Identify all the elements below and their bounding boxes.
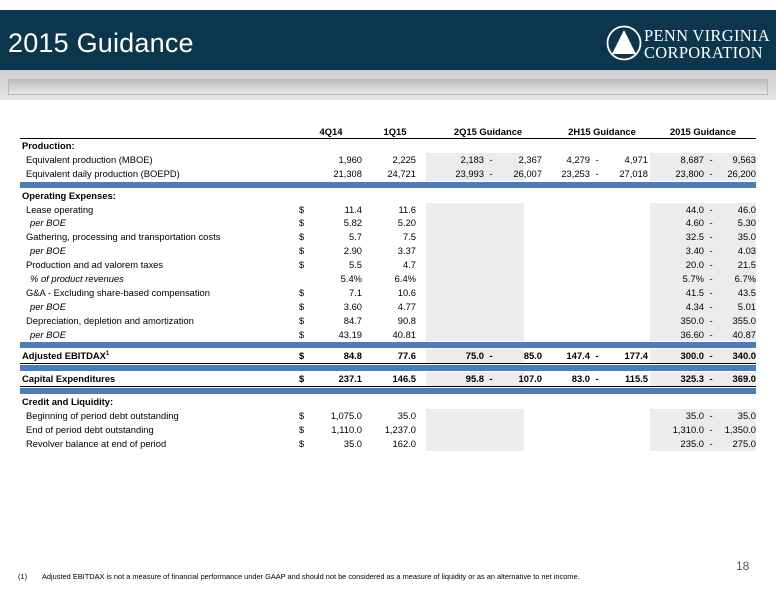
- value-2015-high: 46.0: [737, 203, 756, 215]
- value-1q15: 40.81: [392, 328, 416, 340]
- value-2015-low: 23,800: [675, 167, 704, 179]
- logo-line-1: PENN VIRGINIA: [644, 26, 770, 45]
- value-2015-low: 44.0: [685, 203, 704, 215]
- row-label: per BOE: [30, 300, 66, 312]
- value-2h15-low: 4,279: [566, 153, 590, 165]
- shade-2q15: [426, 423, 524, 437]
- footnote-text: Adjusted EBITDAX is not a measure of financial performance under GAAP and should not be considered as a measure of liquidity or as an alternative to net income.: [42, 572, 580, 581]
- row-label: Equivalent production (MBOE): [26, 153, 153, 165]
- value-2015-low: 41.5: [685, 286, 704, 298]
- value-4q14: 1,110.0: [331, 424, 362, 436]
- table-row: [20, 244, 756, 258]
- table-row: [20, 437, 756, 451]
- separator-4a: [20, 386, 756, 387]
- value-2q15-low: 23,993: [455, 167, 484, 179]
- range-dash: -: [709, 410, 713, 422]
- table-row: [20, 423, 756, 437]
- value-2h15-high: 115.5: [625, 373, 648, 385]
- section-opex-label-row: [20, 189, 756, 203]
- value-4q14: 21,308: [333, 167, 362, 179]
- shade-2q15: [426, 258, 524, 272]
- footnote: [18, 572, 580, 581]
- dollar-sign: $: [299, 373, 305, 385]
- range-dash: -: [709, 424, 713, 436]
- footnote-ref: 1: [105, 351, 110, 358]
- range-dash: -: [709, 328, 713, 340]
- range-dash: -: [709, 286, 713, 298]
- value-2015-high: 4.03: [737, 245, 756, 257]
- value-2015-high: 275.0: [732, 437, 756, 449]
- dollar-sign: $: [299, 350, 305, 362]
- value-1q15: 10.6: [397, 286, 416, 298]
- range-dash: -: [595, 153, 599, 165]
- dollar-sign: $: [299, 437, 305, 449]
- col-header-2q15: 2Q15 Guidance: [453, 126, 523, 137]
- value-1q15: 6.4%: [394, 273, 416, 285]
- value-2015-high: 1,350.0: [724, 424, 756, 436]
- value-2015-high: 340.0: [732, 350, 756, 362]
- row-label: End of period debt outstanding: [26, 424, 154, 436]
- table-row: [20, 153, 756, 167]
- value-4q14: 5.82: [343, 217, 362, 229]
- range-dash: -: [709, 373, 713, 385]
- value-4q14: 11.4: [344, 203, 362, 215]
- value-4q14: 3.60: [343, 300, 362, 312]
- shade-2q15: [426, 216, 524, 230]
- row-label: G&A - Excluding share-based compensation: [26, 286, 210, 298]
- row-label: Gathering, processing and transportation costs: [26, 231, 221, 243]
- company-logo: [606, 25, 776, 67]
- footnote-number: (1): [18, 572, 28, 581]
- shade-2q15: [426, 300, 524, 314]
- value-2015-low: 300.0: [680, 350, 704, 362]
- range-dash: -: [709, 203, 713, 215]
- value-4q14: 2.90: [343, 245, 362, 257]
- value-2015-low: 350.0: [680, 314, 704, 326]
- row-label: % of product revenues: [30, 273, 124, 285]
- range-dash: -: [709, 300, 713, 312]
- row-label: Capital Expenditures: [22, 373, 116, 385]
- section-production-label-row: [20, 139, 756, 153]
- range-dash: -: [489, 373, 493, 385]
- separator-1: [20, 182, 756, 188]
- value-2015-low: 3.40: [685, 245, 704, 257]
- value-2h15-low: 147.4: [566, 350, 590, 362]
- guidance-table: [20, 126, 756, 451]
- dollar-sign: $: [299, 231, 305, 243]
- row-label: per BOE: [30, 328, 66, 340]
- range-dash: -: [709, 153, 713, 165]
- separator-4: [20, 388, 756, 394]
- table-row: [20, 203, 756, 217]
- value-2015-high: 35.0: [737, 231, 756, 243]
- value-2015-low: 20.0: [685, 259, 704, 271]
- value-1q15: 11.6: [398, 203, 416, 215]
- table-row: [20, 230, 756, 244]
- value-2h15-high: 4,971: [624, 153, 648, 165]
- dollar-sign: $: [299, 300, 305, 312]
- range-dash: -: [489, 167, 493, 179]
- shade-2q15: [426, 230, 524, 244]
- range-dash: -: [709, 314, 713, 326]
- separator-3a: [20, 363, 756, 364]
- row-label: Revolver balance at end of period: [26, 437, 167, 449]
- shade-2q15: [426, 272, 524, 286]
- dollar-sign: $: [299, 286, 305, 298]
- value-1q15: 24,721: [387, 167, 416, 179]
- value-2q15-low: 2,183: [460, 153, 484, 165]
- range-dash: -: [709, 245, 713, 257]
- value-2015-high: 26,200: [727, 167, 756, 179]
- value-2015-high: 355.0: [732, 314, 756, 326]
- table-row: [20, 272, 756, 286]
- table-row: [20, 216, 756, 230]
- value-2q15-high: 26,007: [513, 167, 542, 179]
- shade-2q15: [426, 203, 524, 217]
- dollar-sign: $: [299, 217, 305, 229]
- section-opex-label: Operating Expenses:: [22, 189, 116, 201]
- logo-line-2: CORPORATION: [644, 43, 763, 62]
- shade-2q15: [426, 244, 524, 258]
- shade-2q15: [426, 314, 524, 328]
- value-2015-low: 1,310.0: [672, 424, 704, 436]
- value-1q15: 7.5: [402, 231, 416, 243]
- value-4q14: 1,075.0: [330, 410, 362, 422]
- range-dash: -: [595, 373, 599, 385]
- row-label: Adjusted EBITDAX$^1$: [22, 350, 110, 362]
- value-1q15: 146.5: [392, 373, 416, 385]
- value-2015-low: 32.5: [685, 231, 704, 243]
- col-header-1q15: 1Q15: [383, 126, 407, 137]
- value-2h15-high: 177.4: [624, 350, 648, 362]
- value-1q15: 4.77: [397, 300, 416, 312]
- range-dash: -: [709, 231, 713, 243]
- value-4q14: 1,960: [338, 153, 362, 165]
- row-label: per BOE: [30, 217, 66, 229]
- range-dash: -: [709, 273, 713, 285]
- shade-2q15: [426, 409, 524, 423]
- value-2015-low: 4.60: [685, 217, 704, 229]
- value-4q14: 7.1: [348, 286, 362, 298]
- section-credit-label-row: [20, 395, 756, 409]
- range-dash: -: [709, 350, 713, 362]
- value-2015-low: 5.7%: [682, 273, 704, 285]
- value-1q15: 35.0: [397, 410, 416, 422]
- value-2015-low: 35.0: [685, 410, 704, 422]
- value-2015-high: 5.30: [737, 217, 756, 229]
- value-2015-low: 36.60: [680, 328, 704, 340]
- value-4q14: 237.1: [338, 373, 362, 385]
- section-credit-label: Credit and Liquidity:: [22, 396, 114, 408]
- range-dash: -: [709, 259, 713, 271]
- value-2015-low: 235.0: [680, 437, 704, 449]
- value-2q15-high: 2,367: [518, 153, 542, 165]
- table-row: [20, 300, 756, 314]
- table-row: [20, 286, 756, 300]
- separator-2: [20, 342, 756, 348]
- value-2015-high: 6.7%: [734, 273, 756, 285]
- logo-triangle-icon: [606, 25, 642, 61]
- value-4q14: 5.4%: [340, 273, 362, 285]
- dollar-sign: $: [299, 328, 305, 340]
- table-header-row: [20, 126, 756, 139]
- value-2015-high: 35.0: [737, 410, 756, 422]
- table-row: [20, 372, 756, 386]
- sub-header-strip: [8, 79, 768, 95]
- section-production-label: Production:: [22, 140, 75, 151]
- value-2015-high: 5.01: [737, 300, 756, 312]
- page-number: 18: [736, 559, 750, 573]
- value-2h15-high: 27,018: [619, 167, 648, 179]
- value-1q15: 1,237.0: [384, 424, 416, 436]
- value-4q14: 5.5: [348, 259, 362, 271]
- header-bar: [0, 10, 776, 70]
- row-label: per BOE: [30, 245, 66, 257]
- range-dash: -: [489, 153, 493, 165]
- table-row: [20, 328, 756, 342]
- value-1q15: 90.8: [397, 314, 416, 326]
- range-dash: -: [595, 350, 599, 362]
- value-2h15-low: 83.0: [571, 373, 590, 385]
- value-1q15: 162.0: [392, 437, 416, 449]
- value-1q15: 3.37: [397, 245, 416, 257]
- row-label: Lease operating: [26, 203, 94, 215]
- table-row: [20, 314, 756, 328]
- range-dash: -: [709, 167, 713, 179]
- value-1q15: 2,225: [392, 153, 416, 165]
- value-1q15: 77.6: [397, 350, 416, 362]
- shade-2q15: [426, 437, 524, 451]
- value-4q14: 35.0: [343, 437, 362, 449]
- row-label: Depreciation, depletion and amortization: [26, 314, 194, 326]
- value-2015-high: 9,563: [732, 153, 756, 165]
- col-header-2h15: 2H15 Guidance: [568, 126, 636, 137]
- table-row: [20, 409, 756, 423]
- col-header-4q14: 4Q14: [319, 126, 343, 137]
- value-2015-low: 325.3: [680, 373, 704, 385]
- dollar-sign: $: [299, 410, 305, 422]
- value-2q15-high: 85.0: [523, 350, 542, 362]
- value-2015-low: 8,687: [680, 153, 704, 165]
- table-row: [20, 258, 756, 272]
- value-1q15: 4.7: [402, 259, 416, 271]
- logo-text: [644, 27, 770, 61]
- value-2q15-low: 95.8: [465, 373, 484, 385]
- value-4q14: 43.19: [338, 328, 362, 340]
- separator-3: [20, 365, 756, 371]
- value-4q14: 84.7: [343, 314, 362, 326]
- value-2015-high: 40.87: [732, 328, 756, 340]
- shade-2q15: [426, 286, 524, 300]
- value-2q15-low: 75.0: [465, 350, 484, 362]
- row-label: Beginning of period debt outstanding: [26, 410, 179, 422]
- table-row: [20, 167, 756, 181]
- dollar-sign: $: [299, 203, 305, 215]
- range-dash: -: [595, 167, 599, 179]
- value-2015-high: 21.5: [737, 259, 756, 271]
- value-1q15: 5.20: [397, 217, 416, 229]
- page-title: 2015 Guidance: [8, 28, 194, 58]
- range-dash: -: [709, 437, 713, 449]
- dollar-sign: $: [299, 314, 305, 326]
- value-2h15-low: 23,253: [561, 167, 590, 179]
- table-row: [20, 349, 756, 363]
- value-4q14: 5.7: [348, 231, 362, 243]
- range-dash: -: [709, 217, 713, 229]
- value-2q15-high: 107.0: [518, 373, 542, 385]
- col-header-2015: 2015 Guidance: [669, 126, 737, 137]
- row-label: Equivalent daily production (BOEPD): [26, 167, 180, 179]
- dollar-sign: $: [299, 259, 305, 271]
- row-label: Production and ad valorem taxes: [26, 259, 164, 271]
- dollar-sign: $: [299, 245, 305, 257]
- dollar-sign: $: [299, 424, 305, 436]
- shade-2q15: [426, 328, 524, 342]
- range-dash: -: [489, 350, 493, 362]
- value-2015-high: 43.5: [737, 286, 756, 298]
- value-2015-high: 369.0: [732, 373, 756, 385]
- value-4q14: 84.8: [343, 350, 362, 362]
- value-2015-low: 4.34: [685, 300, 704, 312]
